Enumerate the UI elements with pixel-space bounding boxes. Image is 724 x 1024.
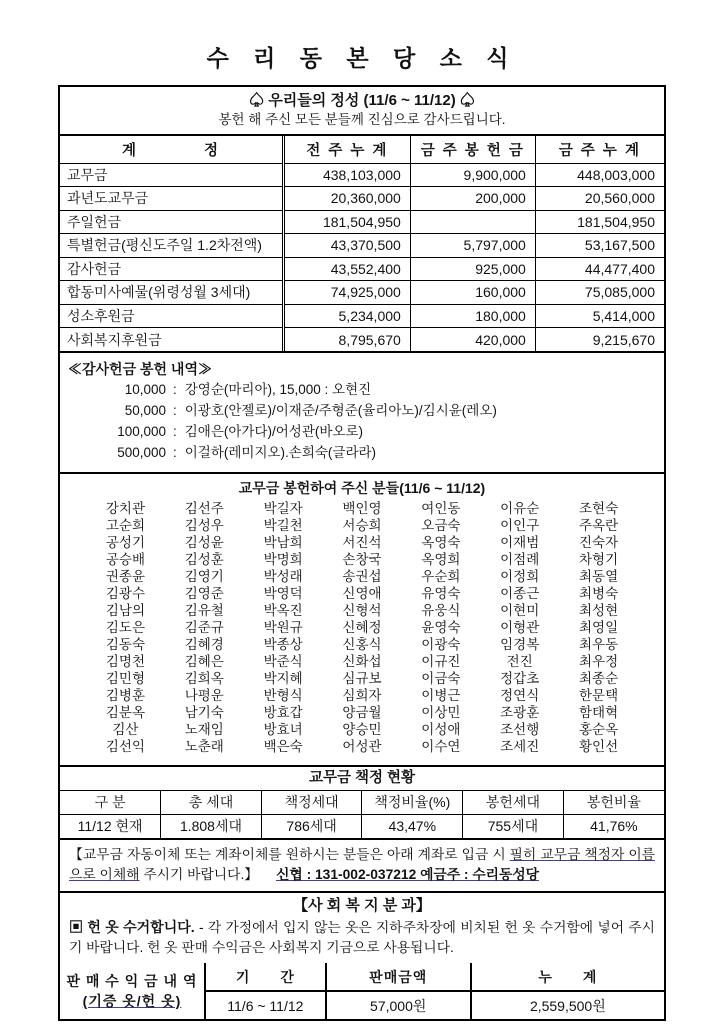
donor-name: 박길자: [263, 501, 303, 516]
thanks-amount: 10,000: [124, 382, 166, 397]
offering-account-name: 교무금: [60, 163, 283, 187]
donor-name: 유영숙: [421, 586, 461, 601]
donor-name: 조현숙: [579, 501, 619, 516]
assessment-value: 11/12 현재: [60, 814, 161, 838]
offering-prev-week-total: 181,504,950: [283, 210, 410, 234]
donor-name: 고순희: [105, 518, 145, 533]
offering-account-name: 합동미사예물(위령성월 3세대): [60, 281, 283, 305]
donor-name: 이광숙: [421, 637, 461, 652]
donor-name: 백인영: [342, 501, 382, 516]
thanks-amount: 50,000: [124, 403, 166, 418]
donor-name: 이성애: [421, 722, 461, 737]
donor-name: 박성래: [263, 569, 303, 584]
offering-prev-week-total: 74,925,000: [283, 281, 410, 305]
thanks-line: [68, 379, 654, 400]
offering-column-header: 금 주 누 계: [535, 136, 664, 163]
donor-name: 함태혁: [579, 705, 619, 720]
donor-name: 나평운: [184, 688, 224, 703]
donor-name: 방효갑: [263, 705, 303, 720]
donor-name: 이점례: [500, 552, 540, 567]
thanks-line: [68, 400, 654, 421]
thanks-line: [68, 421, 654, 442]
donor-name: 오금숙: [421, 518, 461, 533]
donor-name: 김성훈: [184, 552, 224, 567]
donor-name: 이수연: [421, 739, 461, 754]
donor-name: 한문택: [579, 688, 619, 703]
donor-name: 홍순옥: [579, 722, 619, 737]
donor-name: 김병훈: [105, 688, 145, 703]
offering-this-week-total: 75,085,000: [535, 281, 664, 305]
donor-name: 박영덕: [263, 586, 303, 601]
donor-name: 이형관: [500, 620, 540, 635]
assessment-column-header: 책정세대: [261, 791, 362, 814]
donor-name: 반형식: [263, 688, 303, 703]
donors-box: [58, 472, 666, 767]
assessment-header-row: [60, 791, 664, 814]
sales-value: 2,559,500원: [471, 991, 664, 1019]
sales-revenue-label-line2: (기증 옷/헌 옷): [82, 993, 182, 1009]
welfare-notice-text: - 각 가정에서 입지 않는 옷은 지하주차장에 비치된 헌 옷 수거함에 넣어 주시기 바랍니다. 헌 옷 판매 수익금은 사회복지 기금으로 사용됩니다.: [69, 920, 655, 955]
thanks-donor-names: 김애은(아가다)/어성관(바오로): [184, 424, 363, 439]
offering-account-name: 성소후원금: [60, 304, 283, 328]
donor-name: 이정희: [500, 569, 540, 584]
offering-prev-week-total: 8,795,670: [283, 328, 410, 352]
offering-prev-week-total: 43,370,500: [283, 234, 410, 258]
donor-name: 노춘래: [184, 739, 224, 754]
sales-column-header: 판매금액: [326, 963, 471, 991]
donor-name: 권종윤: [105, 569, 145, 584]
offering-this-week-total: 44,477,400: [535, 257, 664, 281]
donor-name: 남기숙: [184, 705, 224, 720]
donor-name: 임경복: [500, 637, 540, 652]
donor-name: 김선익: [105, 739, 145, 754]
offering-this-week-amount: 160,000: [410, 281, 535, 305]
bank-account-info: 신협 : 131-002-037212 예금주 : 수리동성당: [276, 867, 539, 882]
donor-name: 노재임: [184, 722, 224, 737]
offering-column-header: 계 정: [60, 136, 283, 163]
thanks-separator: :: [173, 382, 177, 397]
thanks-line: [68, 442, 654, 463]
donor-name: 이금숙: [421, 671, 461, 686]
offering-this-week-amount: 5,797,000: [410, 234, 535, 258]
donors-title: 교무금 봉헌하여 주신 분들(11/6 ~ 11/12): [238, 480, 486, 496]
thanks-detail-box: [58, 351, 666, 474]
sales-value: 11/6 ~ 11/12: [205, 991, 326, 1019]
thanks-separator: :: [173, 445, 177, 460]
donation-summary-header: [58, 85, 666, 136]
thanks-separator: :: [173, 403, 177, 418]
offering-this-week-amount: [410, 210, 535, 234]
donor-name: 이병근: [421, 688, 461, 703]
donor-name: 조광훈: [500, 705, 540, 720]
offering-row: [60, 163, 664, 187]
offering-this-week-amount: 200,000: [410, 187, 535, 211]
donor-name: 어성관: [342, 739, 382, 754]
donor-name: 김혜경: [184, 637, 224, 652]
donor-name: 김혜은: [184, 654, 224, 669]
donor-name: 윤영숙: [421, 620, 461, 635]
offering-prev-week-total: 43,552,400: [283, 257, 410, 281]
offering-this-week-total: 181,504,950: [535, 210, 664, 234]
thanks-amount: 500,000: [117, 445, 166, 460]
donor-name: 주옥란: [579, 518, 619, 533]
donor-name: 김명천: [105, 654, 145, 669]
offering-row: [60, 257, 664, 281]
welfare-notice-heading: ▣ 헌 옷 수거합니다.: [69, 919, 195, 935]
donor-name: 옥영숙: [421, 535, 461, 550]
donation-summary-title: ♤ 우리들의 정성 (11/6 ~ 11/12) ♤: [249, 92, 475, 109]
offering-this-week-amount: 9,900,000: [410, 163, 535, 187]
donor-name: 양승민: [342, 722, 382, 737]
assessment-column-header: 봉헌비율: [563, 791, 664, 814]
donor-name: 여인동: [421, 501, 461, 516]
offering-this-week-amount: 925,000: [410, 257, 535, 281]
donor-name: 최종순: [579, 671, 619, 686]
donor-name: 송권섭: [342, 569, 382, 584]
offering-this-week-amount: 420,000: [410, 328, 535, 352]
donors-grid: [60, 499, 664, 755]
donor-name: 황인선: [579, 739, 619, 754]
sales-column-header: 기 간: [205, 963, 326, 991]
offering-prev-week-total: 20,360,000: [283, 187, 410, 211]
donor-name: 백은숙: [263, 739, 303, 754]
donor-name: 양금월: [342, 705, 382, 720]
offering-this-week-total: 9,215,670: [535, 328, 664, 352]
assessment-value: 786세대: [261, 814, 362, 838]
donor-name: 김민형: [105, 671, 145, 686]
donor-name: 김성우: [184, 518, 224, 533]
donor-name: 이종근: [500, 586, 540, 601]
offering-prev-week-total: 438,103,000: [283, 163, 410, 187]
donor-name: 최우동: [579, 637, 619, 652]
offering-table: [60, 136, 664, 351]
assessment-box: [58, 765, 666, 840]
offering-table-body: [60, 163, 664, 351]
assessment-column-header: 구 분: [60, 791, 161, 814]
donor-name: 김산: [112, 722, 139, 737]
donor-name: 공승배: [105, 552, 145, 567]
assessment-value: 755세대: [463, 814, 564, 838]
donor-name: 손창국: [342, 552, 382, 567]
thanks-donor-names: 이광호(안젤로)/이재준/주형준(율리아노)/김시윤(레오): [184, 403, 497, 418]
assessment-value: 41,76%: [563, 814, 664, 838]
donor-name: 김유철: [184, 603, 224, 618]
assessment-data-row: [60, 814, 664, 838]
offering-header-row: [60, 136, 664, 163]
offering-account-name: 과년도교무금: [60, 187, 283, 211]
donor-name: 박옥진: [263, 603, 303, 618]
assessment-column-header: 총 세대: [161, 791, 262, 814]
donor-name: 신화섭: [342, 654, 382, 669]
donor-name: 김도은: [105, 620, 145, 635]
thanks-detail-title: ≪감사헌금 봉헌 내역≫: [68, 361, 212, 377]
donor-name: 신혜정: [342, 620, 382, 635]
offering-account-name: 사회복지후원금: [60, 328, 283, 352]
sales-revenue-label-line1: 판 매 수 익 금 내 역: [66, 973, 198, 989]
donor-name: 박남희: [263, 535, 303, 550]
thanks-lines: [68, 379, 654, 463]
thanks-separator: :: [173, 424, 177, 439]
offering-account-name: 감사헌금: [60, 257, 283, 281]
document-body: [58, 85, 666, 1021]
assessment-table: [60, 791, 664, 838]
donor-name: 김성윤: [184, 535, 224, 550]
donation-summary-subtitle: 봉헌 해 주신 모든 분들께 진심으로 감사드립니다.: [218, 112, 506, 127]
donor-name: 차형기: [579, 552, 619, 567]
welfare-box: [58, 891, 666, 1021]
donor-name: 신형석: [342, 603, 382, 618]
offering-table-box: [58, 134, 666, 353]
donor-name: 박길천: [263, 518, 303, 533]
donor-name: 박준식: [263, 654, 303, 669]
donor-name: 서진석: [342, 535, 382, 550]
donor-name: 정연식: [500, 688, 540, 703]
donor-name: 김분옥: [105, 705, 145, 720]
donor-name: 우순희: [421, 569, 461, 584]
thanks-donor-names: 이걸하(레미지오).손희숙(글라라): [184, 445, 377, 460]
offering-row: [60, 234, 664, 258]
donor-name: 최영일: [579, 620, 619, 635]
donor-name: 김선주: [184, 501, 224, 516]
assessment-column-header: 책정비율(%): [362, 791, 463, 814]
offering-account-name: 특별헌금(평신도주일 1.2차전액): [60, 234, 283, 258]
donor-name: 신영애: [342, 586, 382, 601]
assessment-value: 43,47%: [362, 814, 463, 838]
donor-name: 조세진: [500, 739, 540, 754]
donor-name: 유웅식: [421, 603, 461, 618]
donor-name: 박원규: [263, 620, 303, 635]
donor-name: 신홍식: [342, 637, 382, 652]
donor-name: 이인구: [500, 518, 540, 533]
donor-name: 최병숙: [579, 586, 619, 601]
offering-column-header: 금 주 봉 헌 금: [410, 136, 535, 163]
donor-name: 최우정: [579, 654, 619, 669]
donor-name: 이현미: [500, 603, 540, 618]
donor-name: 이재범: [500, 535, 540, 550]
donor-name: 이규진: [421, 654, 461, 669]
page-title: 수 리 동 본 당 소 식: [206, 45, 518, 71]
offering-row: [60, 328, 664, 352]
donor-name: 김동숙: [105, 637, 145, 652]
donor-name: 최성현: [579, 603, 619, 618]
transfer-notice-box: [58, 838, 666, 893]
donor-name: 옥영희: [421, 552, 461, 567]
thanks-amount: 100,000: [117, 424, 166, 439]
transfer-notice-text: 【교무금 자동이체 또는 계좌이체를 원하시는 분들은 아래 계좌로 입금 시: [69, 847, 510, 862]
donor-name: 심규보: [342, 671, 382, 686]
offering-this-week-total: 20,560,000: [535, 187, 664, 211]
offering-prev-week-total: 5,234,000: [283, 304, 410, 328]
donor-name: 박지혜: [263, 671, 303, 686]
welfare-notice: [60, 917, 664, 963]
assessment-value: 1.808세대: [161, 814, 262, 838]
donor-name: 전진: [506, 654, 533, 669]
donor-name: 심희자: [342, 688, 382, 703]
assessment-column-header: 봉헌세대: [463, 791, 564, 814]
sales-value: 57,000원: [326, 991, 471, 1019]
donor-name: 강치관: [105, 501, 145, 516]
assessment-title: 교무금 책정 현황: [60, 767, 664, 791]
donor-name: 최동열: [579, 569, 619, 584]
offering-this-week-total: 448,003,000: [535, 163, 664, 187]
offering-row: [60, 281, 664, 305]
offering-this-week-total: 5,414,000: [535, 304, 664, 328]
transfer-notice-suffix: 주시기 바랍니다.】: [139, 867, 259, 882]
donor-name: 이상민: [421, 705, 461, 720]
offering-account-name: 주일헌금: [60, 210, 283, 234]
donor-name: 조선행: [500, 722, 540, 737]
welfare-header-row: [60, 963, 664, 991]
donor-name: 김영준: [184, 586, 224, 601]
donor-name: 김광수: [105, 586, 145, 601]
donor-name: 김준규: [184, 620, 224, 635]
offering-row: [60, 210, 664, 234]
donor-name: 박종상: [263, 637, 303, 652]
thanks-donor-names: 강영순(마리아), 15,000 : 오현진: [184, 382, 372, 397]
offering-row: [60, 304, 664, 328]
donor-name: 진숙자: [579, 535, 619, 550]
donor-name: 공성기: [105, 535, 145, 550]
offering-this-week-amount: 180,000: [410, 304, 535, 328]
donor-name: 이유순: [500, 501, 540, 516]
sales-revenue-label: [60, 963, 205, 1019]
sales-column-header: 누 계: [471, 963, 664, 991]
donor-name: 방효녀: [263, 722, 303, 737]
offering-column-header: 전 주 누 계: [283, 136, 410, 163]
donor-name: 정갑초: [500, 671, 540, 686]
donor-name: 서승희: [342, 518, 382, 533]
offering-row: [60, 187, 664, 211]
offering-this-week-total: 53,167,500: [535, 234, 664, 258]
welfare-section-title: 【사 회 복 지 분 과】: [293, 897, 431, 914]
transfer-notice-underlined: 필히 교무금 책정자 이름으로 이체해: [69, 847, 656, 882]
donor-name: 김남의: [105, 603, 145, 618]
sales-revenue-table: [60, 963, 664, 1019]
donor-name: 박명희: [263, 552, 303, 567]
donor-name: 김희옥: [184, 671, 224, 686]
donor-name: 김영기: [184, 569, 224, 584]
